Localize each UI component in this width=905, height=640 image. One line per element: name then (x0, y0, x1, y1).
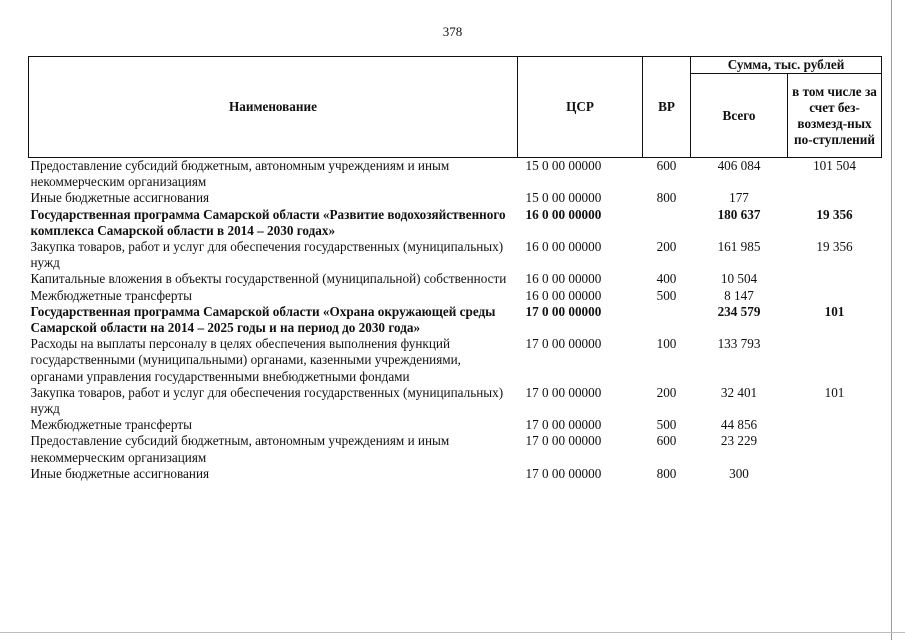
row-vr: 800 (656, 190, 677, 206)
row-csr: 17 0 00 00000 (525, 303, 602, 319)
row-gratuitous (788, 336, 882, 385)
header-total: Всего (691, 74, 788, 158)
table-body (29, 158, 882, 483)
row-csr: 17 0 00 00000 (525, 465, 602, 481)
row-vr (643, 207, 691, 239)
table-row (29, 288, 882, 304)
row-vr: 500 (656, 287, 677, 303)
row-total: 44 856 (720, 417, 758, 433)
table-row (29, 417, 882, 433)
row-gratuitous (788, 190, 882, 206)
row-total: 32 401 (720, 384, 758, 400)
row-csr: 15 0 00 00000 (525, 158, 602, 173)
row-vr (643, 304, 691, 336)
table-row (29, 190, 882, 206)
header-vr: ВР (643, 57, 691, 158)
row-name: Межбюджетные трансферты (30, 417, 192, 433)
row-vr: 100 (656, 336, 677, 352)
row-name: Иные бюджетные ассигнования (30, 190, 210, 206)
row-csr: 17 0 00 00000 (525, 384, 602, 400)
row-gratuitous: 19 356 (816, 239, 853, 255)
table-row (29, 336, 882, 385)
row-total: 180 637 (717, 206, 761, 222)
row-name: Государственная программа Самарской области «Охрана окружающей среды Самарской области на 2014 – 2025 годы и на период до 2030 года» (30, 303, 496, 336)
row-total: 234 579 (717, 303, 761, 319)
row-csr: 17 0 00 00000 (525, 417, 602, 433)
header-name: Наименование (29, 57, 518, 158)
row-csr: 16 0 00 00000 (525, 239, 602, 255)
row-total: 177 (729, 190, 749, 206)
row-gratuitous (788, 271, 882, 287)
row-total: 10 504 (720, 271, 758, 287)
row-gratuitous: 101 (824, 303, 845, 319)
row-vr: 800 (656, 465, 677, 481)
row-vr: 200 (656, 384, 677, 400)
row-total: 161 985 (717, 239, 761, 255)
table-row (29, 466, 882, 482)
table-row (29, 158, 882, 191)
row-name: Предоставление субсидий бюджетным, автономным учреждениям и иным некоммерческим организациям (30, 158, 450, 190)
row-gratuitous (788, 466, 882, 482)
header-sum-group: Сумма, тыс. рублей (691, 57, 882, 74)
row-gratuitous: 19 356 (816, 206, 853, 222)
row-gratuitous (788, 288, 882, 304)
row-vr: 400 (656, 271, 677, 287)
row-name: Капитальные вложения в объекты государственной (муниципальной) собственности (30, 271, 507, 287)
row-total: 23 229 (720, 433, 758, 449)
row-name: Закупка товаров, работ и услуг для обеспечения государственных (муниципальных) нужд (30, 239, 504, 271)
row-csr: 15 0 00 00000 (525, 190, 602, 206)
row-total: 406 084 (717, 158, 761, 173)
row-name: Государственная программа Самарской области «Развитие водохозяйственного комплекса Самарской области в 2014 – 2030 годах» (30, 206, 506, 238)
row-csr: 16 0 00 00000 (525, 271, 602, 287)
row-csr: 17 0 00 00000 (525, 433, 602, 449)
row-vr: 600 (656, 158, 677, 173)
table-row (29, 304, 882, 336)
page-frame-right-edge (891, 0, 892, 640)
row-name: Закупка товаров, работ и услуг для обеспечения государственных (муниципальных) нужд (30, 384, 504, 417)
row-total: 300 (729, 465, 749, 481)
row-total: 8 147 (724, 287, 754, 303)
table-row (29, 385, 882, 417)
row-name: Предоставление субсидий бюджетным, автономным учреждениям и иным некоммерческим организациям (30, 433, 450, 465)
header-gratuitous: в том числе за счет без-возмезд-ных по-ступлений (788, 74, 882, 158)
row-name: Межбюджетные трансферты (30, 287, 192, 303)
row-vr: 500 (656, 417, 677, 433)
row-csr: 16 0 00 00000 (525, 206, 602, 222)
header-csr: ЦСР (518, 57, 643, 158)
row-gratuitous (788, 417, 882, 433)
row-vr: 200 (656, 239, 677, 255)
row-gratuitous (788, 433, 882, 465)
row-gratuitous: 101 504 (813, 158, 856, 173)
table-header (29, 57, 882, 158)
page-frame-bottom-edge (0, 632, 905, 633)
table-row (29, 271, 882, 287)
row-csr: 16 0 00 00000 (525, 287, 602, 303)
table-row (29, 239, 882, 271)
row-vr: 600 (656, 433, 677, 449)
row-gratuitous: 101 (824, 384, 845, 400)
table-row (29, 433, 882, 465)
row-name: Расходы на выплаты персоналу в целях обеспечения выполнения функций государственными (муниципальными) органами, казенными учреждениями, органами управления государственными внебюджетными фондами (30, 336, 461, 384)
budget-table (28, 56, 882, 482)
table-row (29, 207, 882, 239)
row-name: Иные бюджетные ассигнования (30, 465, 210, 481)
page-number: 378 (442, 24, 463, 39)
row-total: 133 793 (717, 336, 761, 352)
row-csr: 17 0 00 00000 (525, 336, 602, 352)
